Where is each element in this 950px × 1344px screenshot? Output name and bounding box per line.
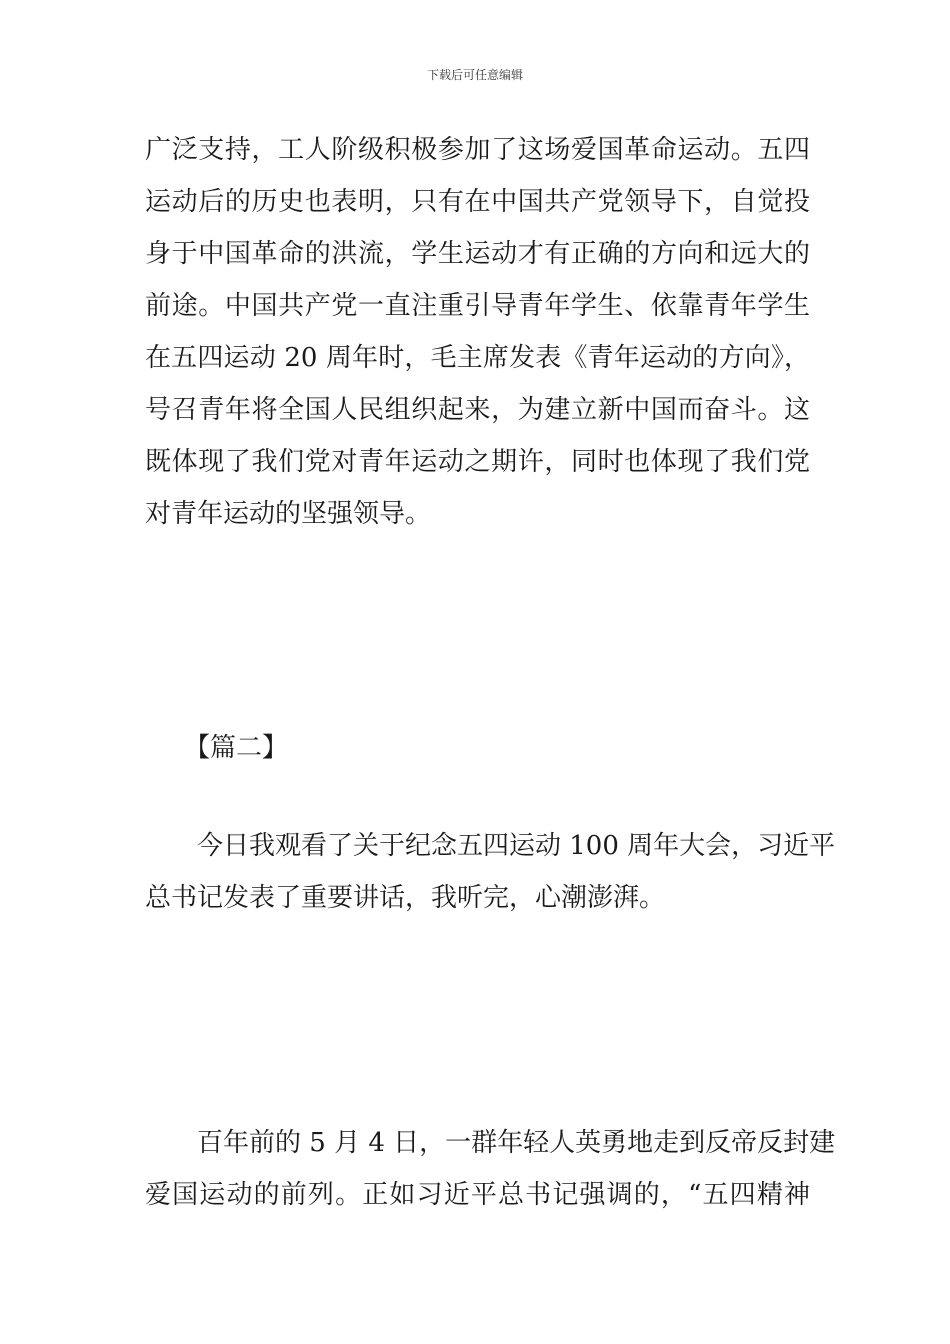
paragraph-2-line: 今日我观看了关于纪念五四运动 100 周年大会，习近平 (197, 831, 836, 861)
paragraph-1-line: 既体现了我们党对青年运动之期许，同时也体现了我们党 (145, 447, 810, 477)
paragraph-1-line: 对青年运动的坚强领导。 (145, 499, 432, 529)
paragraph-1-line: 在五四运动 20 周年时，毛主席发表《青年运动的方向》， (145, 343, 810, 373)
paragraph-1-line: 身于中国革命的洪流，学生运动才有正确的方向和远大的 (145, 239, 810, 269)
paragraph-1-line: 广泛支持，工人阶级积极参加了这场爱国革命运动。五四 (145, 135, 810, 165)
paragraph-1 (145, 124, 810, 540)
paragraph-1-line: 前途。中国共产党一直注重引导青年学生、依靠青年学生 (145, 291, 810, 321)
paragraph-1-line: 运动后的历史也表明，只有在中国共产党领导下，自觉投 (145, 187, 810, 217)
paragraph-3 (145, 1117, 836, 1221)
paragraph-3-line: 爱国运动的前列。正如习近平总书记强调的，“五四精神 (145, 1180, 810, 1210)
paragraph-3-line: 百年前的 5 月 4 日，一群年轻人英勇地走到反帝反封建 (197, 1128, 836, 1158)
paragraph-1-line: 号召青年将全国人民组织起来，为建立新中国而奋斗。这 (145, 395, 810, 425)
page-header: 下载后可任意编辑 (426, 68, 523, 82)
section-heading: 【篇二】 (184, 733, 289, 763)
paragraph-2 (145, 820, 836, 924)
paragraph-2-line: 总书记发表了重要讲话，我听完，心潮澎湃。 (145, 883, 666, 913)
